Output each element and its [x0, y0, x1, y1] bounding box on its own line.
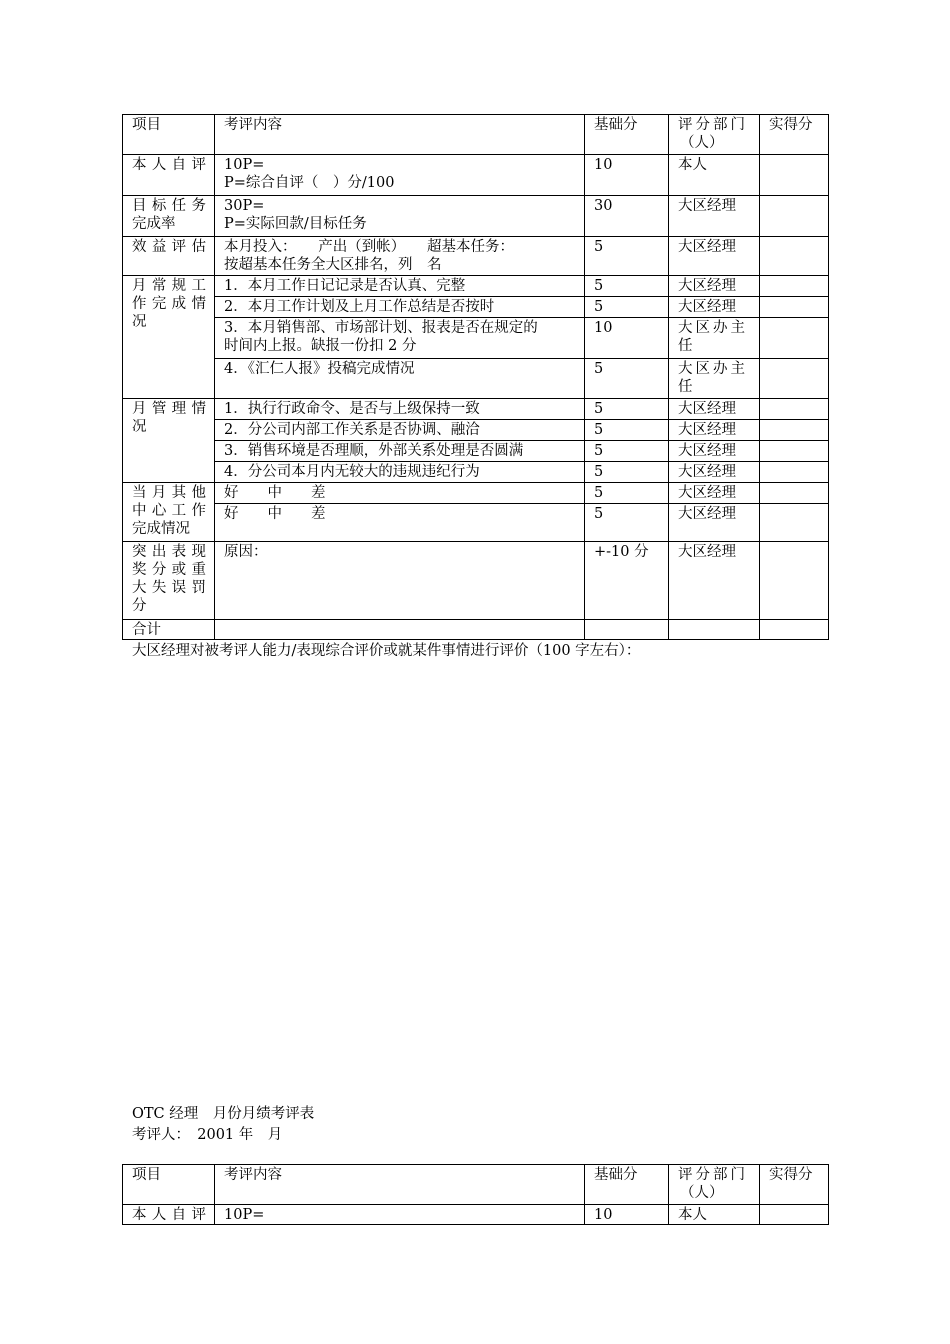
row-content: 4．分公司本月内无较大的违规违纪行为 — [215, 462, 585, 483]
label-line: 况 — [132, 419, 147, 435]
row-self-evaluation — [123, 1205, 829, 1225]
row-content: 好 中 差 — [215, 504, 585, 542]
scoring-dept — [669, 276, 760, 297]
actual-score-cell[interactable] — [760, 276, 829, 297]
row-total — [123, 620, 829, 640]
dept-line: 大区经理 — [678, 299, 736, 315]
header-base-score: 基础分 — [585, 115, 669, 155]
row-content — [215, 318, 585, 359]
header-dept-line: 评分部门 — [678, 117, 748, 133]
header-dept-line: 评分部门 — [678, 1167, 748, 1183]
label-line: 况 — [132, 314, 147, 330]
row-routine-1 — [123, 276, 829, 297]
label-line: 奖分或重 — [132, 562, 206, 578]
row-routine-4 — [123, 359, 829, 399]
row-target-completion — [123, 196, 829, 237]
table-header-row — [123, 1165, 829, 1205]
row-content — [215, 297, 585, 318]
actual-score-cell[interactable] — [760, 462, 829, 483]
content-line: 本月投入： 产出（到帐） 超基本任务： — [224, 239, 514, 255]
content-line: P=综合自评（ ）分/100 — [224, 175, 395, 191]
actual-score-cell[interactable] — [760, 504, 829, 542]
scoring-dept: 大区经理 — [669, 441, 760, 462]
dept-line: 任 — [678, 338, 693, 354]
total-dept-cell — [669, 620, 760, 640]
base-score: 5 — [585, 399, 669, 420]
total-base-cell — [585, 620, 669, 640]
row-other-1 — [123, 483, 829, 504]
row-label: 本人自评 — [123, 1205, 215, 1225]
row-label-other — [123, 483, 215, 542]
header-dept — [669, 115, 760, 155]
row-label: 合计 — [123, 620, 215, 640]
appraisal-table — [122, 114, 829, 640]
base-score: +-10 分 — [585, 542, 669, 620]
scoring-dept: 大区经理 — [669, 462, 760, 483]
scoring-dept — [669, 318, 760, 359]
row-label — [123, 542, 215, 620]
scoring-dept — [669, 359, 760, 399]
actual-score-cell[interactable] — [760, 196, 829, 237]
row-self-evaluation — [123, 155, 829, 196]
row-label: 效益评估 — [123, 237, 215, 276]
label-line: 月常规工 — [132, 278, 206, 294]
row-content — [215, 155, 585, 196]
content-line: 3．本月销售部、市场部计划、报表是否在规定的 — [224, 320, 538, 336]
scoring-dept: 大区经理 — [669, 420, 760, 441]
actual-score-cell[interactable] — [760, 237, 829, 276]
label-line: 大失误罚 — [132, 580, 206, 596]
base-score: 10 — [585, 318, 669, 359]
actual-score-cell[interactable] — [760, 441, 829, 462]
actual-score-cell[interactable] — [760, 359, 829, 399]
base-score: 5 — [585, 359, 669, 399]
header-dept-line: （人） — [680, 135, 724, 151]
scoring-dept: 大区经理 — [669, 237, 760, 276]
base-score: 10 — [585, 155, 669, 196]
content-line: 2．本月工作计划及上月工作总结是否按时 — [224, 299, 495, 315]
dept-line: 大区经理 — [678, 278, 736, 294]
row-content: 原因： — [215, 542, 585, 620]
header-item: 项目 — [123, 1165, 215, 1205]
row-special-performance — [123, 542, 829, 620]
comment-prompt: 大区经理对被考评人能力/表现综合评价或就某件事情进行评价（100 字左右）： — [132, 643, 641, 659]
appraisal-table-2 — [122, 1164, 829, 1225]
form-title: OTC 经理 月份月绩考评表 — [132, 1106, 315, 1122]
scoring-dept: 本人 — [669, 1205, 760, 1225]
label-line: 完成情况 — [132, 521, 190, 537]
actual-score-cell[interactable] — [760, 318, 829, 359]
row-label — [123, 196, 215, 237]
row-label: 本人自评 — [123, 155, 215, 196]
row-content: 3．销售环境是否理顺，外部关系处理是否圆满 — [215, 441, 585, 462]
scoring-dept: 大区经理 — [669, 399, 760, 420]
header-actual-score: 实得分 — [760, 115, 829, 155]
scoring-dept: 大区经理 — [669, 483, 760, 504]
actual-score-cell[interactable] — [760, 420, 829, 441]
header-item: 项目 — [123, 115, 215, 155]
label-line: 突出表现 — [132, 544, 206, 560]
evaluator-line: 考评人： 2001 年 月 — [132, 1127, 283, 1143]
row-mgmt-1 — [123, 399, 829, 420]
actual-score-cell[interactable] — [760, 542, 829, 620]
header-base-score: 基础分 — [585, 1165, 669, 1205]
row-content — [215, 196, 585, 237]
actual-score-cell[interactable] — [760, 1205, 829, 1225]
scoring-dept — [669, 297, 760, 318]
scoring-dept: 大区经理 — [669, 542, 760, 620]
scoring-dept: 大区经理 — [669, 196, 760, 237]
content-line: 4．《汇仁人报》投稿完成情况 — [224, 361, 415, 377]
scoring-dept: 大区经理 — [669, 504, 760, 542]
actual-score-cell[interactable] — [760, 399, 829, 420]
row-content — [215, 276, 585, 297]
total-actual-cell[interactable] — [760, 620, 829, 640]
row-routine-3 — [123, 318, 829, 359]
header-content: 考评内容 — [215, 115, 585, 155]
base-score: 5 — [585, 504, 669, 542]
header-content: 考评内容 — [215, 1165, 585, 1205]
base-score: 30 — [585, 196, 669, 237]
actual-score-cell[interactable] — [760, 483, 829, 504]
label-line: 作完成情 — [132, 296, 206, 312]
row-content: 好 中 差 — [215, 483, 585, 504]
base-score: 5 — [585, 237, 669, 276]
base-score: 5 — [585, 297, 669, 318]
row-benefit-evaluation — [123, 237, 829, 276]
row-mgmt-2 — [123, 420, 829, 441]
dept-line: 大区办主 — [678, 361, 748, 377]
row-content: 10P= — [215, 1205, 585, 1225]
base-score: 10 — [585, 1205, 669, 1225]
base-score: 5 — [585, 441, 669, 462]
row-routine-2 — [123, 297, 829, 318]
content-line: P=实际回款/目标任务 — [224, 216, 367, 232]
content-line: 1．本月工作日记记录是否认真、完整 — [224, 278, 466, 294]
row-content — [215, 237, 585, 276]
base-score: 5 — [585, 483, 669, 504]
row-content: 2．分公司内部工作关系是否协调、融洽 — [215, 420, 585, 441]
content-line: 时间内上报。缺报一份扣 2 分 — [224, 338, 417, 354]
row-label-routine — [123, 276, 215, 399]
table-header-row — [123, 115, 829, 155]
base-score: 5 — [585, 276, 669, 297]
content-line: 10P= — [224, 157, 265, 173]
actual-score-cell[interactable] — [760, 297, 829, 318]
header-dept-line: （人） — [680, 1185, 724, 1201]
row-content: 1．执行行政命令、是否与上级保持一致 — [215, 399, 585, 420]
label-line: 目标任务 — [132, 198, 206, 214]
row-mgmt-4 — [123, 462, 829, 483]
scoring-dept: 本人 — [669, 155, 760, 196]
label-line: 分 — [132, 598, 147, 614]
dept-line: 任 — [678, 379, 693, 395]
row-other-2 — [123, 504, 829, 542]
header-actual-score: 实得分 — [760, 1165, 829, 1205]
content-line: 按超基本任务全大区排名，列 名 — [224, 257, 442, 273]
label-line: 月管理情 — [132, 401, 206, 417]
row-mgmt-3 — [123, 441, 829, 462]
row-content — [215, 359, 585, 399]
dept-line: 大区办主 — [678, 320, 748, 336]
total-content-cell — [215, 620, 585, 640]
content-line: 30P= — [224, 198, 265, 214]
label-line: 当月其他 — [132, 485, 206, 501]
header-dept — [669, 1165, 760, 1205]
row-label-management — [123, 399, 215, 483]
actual-score-cell[interactable] — [760, 155, 829, 196]
base-score: 5 — [585, 462, 669, 483]
label-line: 中心工作 — [132, 503, 206, 519]
base-score: 5 — [585, 420, 669, 441]
label-line: 完成率 — [132, 216, 176, 232]
